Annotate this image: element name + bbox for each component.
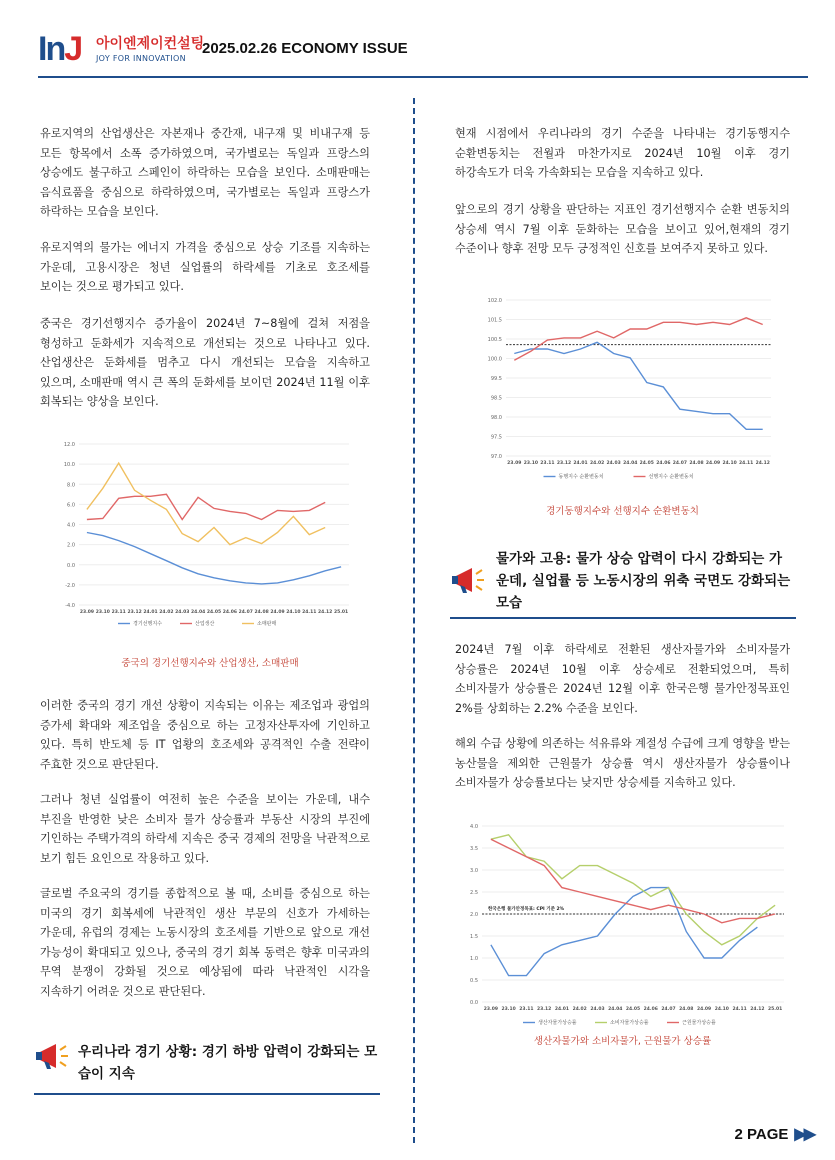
issue-title: 2025.02.26 ECONOMY ISSUE (202, 40, 408, 57)
left-paragraph-2: 유로지역의 물가는 에너지 가격을 중심으로 상승 기조를 지속하는 가운데, 고용시장은 청년 실업률의 하락세를 기초로 호조세를 보이는 것으로 평가되고 있다. (40, 241, 370, 293)
x-tick-label: 24.04 (608, 1007, 623, 1012)
left-paragraph-1: 유로지역의 산업생산은 자본재나 중간재, 내구재 및 비내구재 등 모든 항목에서 소폭 증가하였으며, 국가별로는 독일과 프랑스의 상승에도 불구하고 스페인이 하락하는 모습을 보인다. 소매판매는 음식료품을 중심으로 하락하였으며, 국가별로는 독일과 프랑스가 하락하는 모습을 보인다. (40, 127, 370, 218)
x-tick-label: 24.03 (590, 1007, 605, 1012)
x-tick-label: 24.04 (191, 610, 206, 615)
x-tick-label: 24.06 (222, 610, 237, 615)
section-title: 물가와 고용: 물가 상승 압력이 다시 강화되는 가운데, 실업률 등 노동시장의 위축 국면도 강화되는 모습 (496, 551, 791, 611)
x-tick-label: 23.12 (537, 1007, 552, 1012)
left-paragraph-6: 글로벌 주요국의 경기를 종합적으로 볼 때, 소비를 중심으로 하는 미국의 경기 회복세에 낙관적인 생산 부문의 신호가 가세하는 가운데, 유럽의 경제는 노동시장의 호조세를 기반으로 앞으로 개선 가능성이 확대되고 있으나, 중국의 경기 회복 동력은 향후 미국과의 무역 분쟁이 강화될 것으로 예상됨에 따라 낙관적인 시각을 지속하기 어려운 것으로 판단된다. (40, 887, 370, 998)
right-paragraph-4: 해외 수급 상황에 의존하는 석유류와 계절성 수급에 크게 영향을 받는 농산물을 제외한 근원물가 상승률 역시 생산자물가 상승률이나 소비자물가 상승률보다는 낮지만 상승세를 지속하고 있다. (455, 737, 790, 789)
series-line (491, 835, 775, 945)
page-header (38, 22, 808, 78)
x-tick-label: 24.07 (238, 610, 253, 615)
chart-1-caption: 중국의 경기선행지수와 산업생산, 소매판매 (121, 658, 299, 669)
china-indicators-chart (55, 436, 355, 631)
x-tick-label: 24.09 (705, 461, 721, 466)
legend-label: 소비자물가상승률 (610, 1020, 649, 1026)
x-tick-label: 24.12 (750, 1007, 765, 1012)
x-tick-label: 23.09 (483, 1007, 498, 1012)
x-tick-label: 25.01 (768, 1007, 783, 1012)
y-tick-label: 100.5 (487, 337, 502, 343)
x-tick-label: 23.12 (127, 610, 142, 615)
left-paragraph-4: 이러한 중국의 경기 개선 상황이 지속되는 이유는 제조업과 광업의 증가세 확대와 제조업을 중심으로 하는 고정자산투자에 기인하고 있다. 특히 반도체 등 IT 업황의 호조세와 공격적인 수출 전략이 주효한 것으로 판단된다. (40, 699, 370, 771)
x-tick-label: 24.01 (573, 461, 588, 466)
y-tick-label: 1.0 (470, 956, 478, 962)
x-tick-label: 24.07 (672, 461, 688, 466)
x-tick-label: 24.12 (318, 610, 333, 615)
x-tick-label: 24.11 (302, 610, 317, 615)
y-tick-label: 100.0 (487, 356, 502, 363)
company-logo: InJ (38, 30, 82, 68)
y-tick-label: 4.0 (470, 824, 478, 830)
x-tick-label: 24.08 (254, 610, 269, 615)
section-korea-economy (34, 1036, 380, 1096)
chart-2-caption: 경기동행지수와 선행지수 순환변동치 (546, 506, 699, 517)
x-tick-label: 24.08 (689, 461, 704, 466)
x-tick-label: 24.10 (722, 461, 737, 466)
inflation-chart (460, 820, 790, 1030)
legend-label: 선행지수 순환변동치 (648, 474, 694, 480)
logo-korean-name: 아이엔제이컨설팅 (96, 36, 205, 52)
x-tick-label: 24.11 (732, 1007, 747, 1012)
megaphone-icon (450, 560, 490, 600)
y-tick-label: 101.5 (487, 317, 502, 324)
x-tick-label: 24.09 (270, 610, 285, 615)
legend-label: 산업생산 (195, 621, 215, 627)
y-tick-label: 97.0 (490, 454, 502, 460)
x-tick-label: 25.01 (333, 610, 349, 615)
x-tick-label: 23.11 (519, 1007, 534, 1012)
x-tick-label: 23.10 (523, 461, 538, 466)
x-tick-label: 24.02 (572, 1007, 587, 1012)
x-tick-label: 23.09 (79, 610, 95, 615)
legend-label: 근원물가상승률 (682, 1020, 716, 1026)
header-divider (38, 76, 808, 78)
x-tick-label: 24.09 (696, 1007, 712, 1012)
x-tick-label: 23.12 (556, 461, 572, 466)
reference-label: 한국은행 물가안정목표: CPI 기준 2% (488, 907, 565, 912)
right-paragraph-1: 현재 시점에서 우리나라의 경기 수준을 나타내는 경기동행지수 순환변동치는 전월과 마찬가지로 2024년 10월 이후 경기 하강속도가 더욱 가속화되는 모습을 지속하고 있다. (455, 127, 790, 179)
y-tick-label: 1.5 (470, 934, 478, 940)
megaphone-icon (34, 1036, 74, 1076)
series-line (514, 342, 762, 429)
x-tick-label: 24.08 (679, 1007, 694, 1012)
x-tick-label: 23.11 (111, 610, 126, 615)
chart-2-svg (480, 292, 775, 484)
x-tick-label: 23.10 (501, 1007, 516, 1012)
section-prices-employment (450, 548, 796, 620)
y-tick-label: 97.5 (490, 434, 502, 441)
x-tick-label: 24.02 (589, 461, 605, 466)
series-line (87, 533, 341, 584)
y-tick-label: -2.0 (65, 582, 75, 589)
x-tick-label: 24.06 (656, 461, 671, 466)
y-tick-label: 99.5 (490, 376, 502, 382)
x-tick-label: 24.11 (739, 461, 754, 466)
y-tick-label: 98.5 (490, 395, 502, 402)
double-arrow-icon: ▶▶ (794, 1126, 813, 1143)
chart-3-caption: 생산자물가와 소비자물가, 근원물가 상승률 (533, 1036, 712, 1047)
x-tick-label: 24.03 (606, 461, 621, 466)
y-tick-label: 98.0 (490, 415, 502, 421)
column-divider (413, 98, 415, 1143)
y-tick-label: -4.0 (65, 603, 75, 609)
coincident-leading-chart (480, 292, 775, 484)
y-tick-label: 0.0 (67, 562, 75, 569)
x-tick-label: 24.05 (625, 1007, 641, 1012)
section-rule (450, 617, 796, 619)
x-tick-label: 24.12 (755, 461, 770, 466)
y-tick-label: 3.5 (470, 846, 478, 852)
chart-1-svg (55, 436, 355, 631)
left-paragraph-5: 그러나 청년 실업률이 여전히 높은 수준을 보이는 가운데, 내수 부진을 반영한 낮은 소비자 물가 상승률과 부동산 시장의 부진에 기인하는 주택가격의 하락세 지속은 중국 경제의 전망을 낙관적으로 보기 힘든 요인으로 작용하고 있다. (40, 793, 370, 865)
x-tick-label: 23.09 (507, 461, 522, 466)
y-tick-label: 10.0 (63, 462, 75, 469)
page-label: 2 PAGE (734, 1126, 789, 1143)
x-tick-label: 24.10 (714, 1007, 729, 1012)
x-tick-label: 24.04 (623, 461, 638, 466)
x-tick-label: 24.05 (639, 461, 654, 466)
series-line (87, 463, 325, 544)
x-tick-label: 23.10 (95, 610, 110, 615)
y-tick-label: 4.0 (67, 522, 75, 529)
y-tick-label: 3.0 (470, 868, 478, 874)
y-tick-label: 102.0 (487, 298, 502, 304)
section-rule (34, 1093, 380, 1095)
logo-tagline: JOY FOR INNOVATION (96, 54, 186, 63)
section-title: 우리나라 경기 상황: 경기 하방 압력이 강화되는 모습이 지속 (78, 1044, 378, 1082)
y-tick-label: 12.0 (63, 442, 75, 448)
legend-label: 생산자물가상승률 (538, 1020, 577, 1026)
y-tick-label: 0.0 (470, 1000, 478, 1006)
right-paragraph-2: 앞으로의 경기 상황을 판단하는 지표인 경기선행지수 순환 변동치의 상승세 역시 7월 이후 둔화하는 모습을 보이고 있어,현재의 경기 수준이나 향후 전망 모두 긍정적인 신호를 보여주지 못하고 있다. (455, 203, 790, 255)
y-tick-label: 6.0 (67, 502, 75, 509)
legend-label: 경기선행지수 (133, 621, 162, 627)
x-tick-label: 24.03 (175, 610, 190, 615)
chart-3-svg (460, 820, 790, 1030)
x-tick-label: 24.07 (661, 1007, 676, 1012)
y-tick-label: 8.0 (67, 482, 75, 489)
page-number (734, 1124, 813, 1144)
series-line (87, 494, 325, 519)
right-paragraph-3: 2024년 7월 이후 하락세로 전환된 생산자물가와 소비자물가 상승률은 2024년 10월 이후 상승세로 전환되었으며, 특히 소비자물가 상승률은 2024년 12월 이후 한국은행 물가안정목표인 2%를 상회하는 2.2% 수준을 보인다. (455, 643, 790, 715)
left-paragraph-3: 중국은 경기선행지수 증가율이 2024년 7~8월에 걸쳐 저점을 형성하고 둔화세가 지속적으로 개선되는 것으로 나타나고 있다. 산업생산은 둔화세를 멈추고 다시 개선되는 모습을 지속하고 있으며, 소매판매 역시 큰 폭의 둔화세를 보이던 2024년 11월 이후 회복되는 양상을 보인다. (40, 317, 370, 408)
x-tick-label: 24.10 (286, 610, 301, 615)
y-tick-label: 0.5 (470, 978, 478, 984)
x-tick-label: 24.01 (143, 610, 158, 615)
x-tick-label: 24.06 (643, 1007, 658, 1012)
y-tick-label: 2.5 (470, 890, 478, 896)
x-tick-label: 23.11 (540, 461, 555, 466)
series-line (491, 888, 758, 976)
y-tick-label: 2.0 (67, 542, 75, 549)
x-tick-label: 24.05 (206, 610, 222, 615)
x-tick-label: 24.02 (159, 610, 174, 615)
legend-label: 소매판매 (257, 621, 277, 627)
x-tick-label: 24.01 (554, 1007, 570, 1012)
legend-label: 동행지수 순환변동치 (558, 474, 604, 480)
y-tick-label: 2.0 (470, 912, 478, 918)
